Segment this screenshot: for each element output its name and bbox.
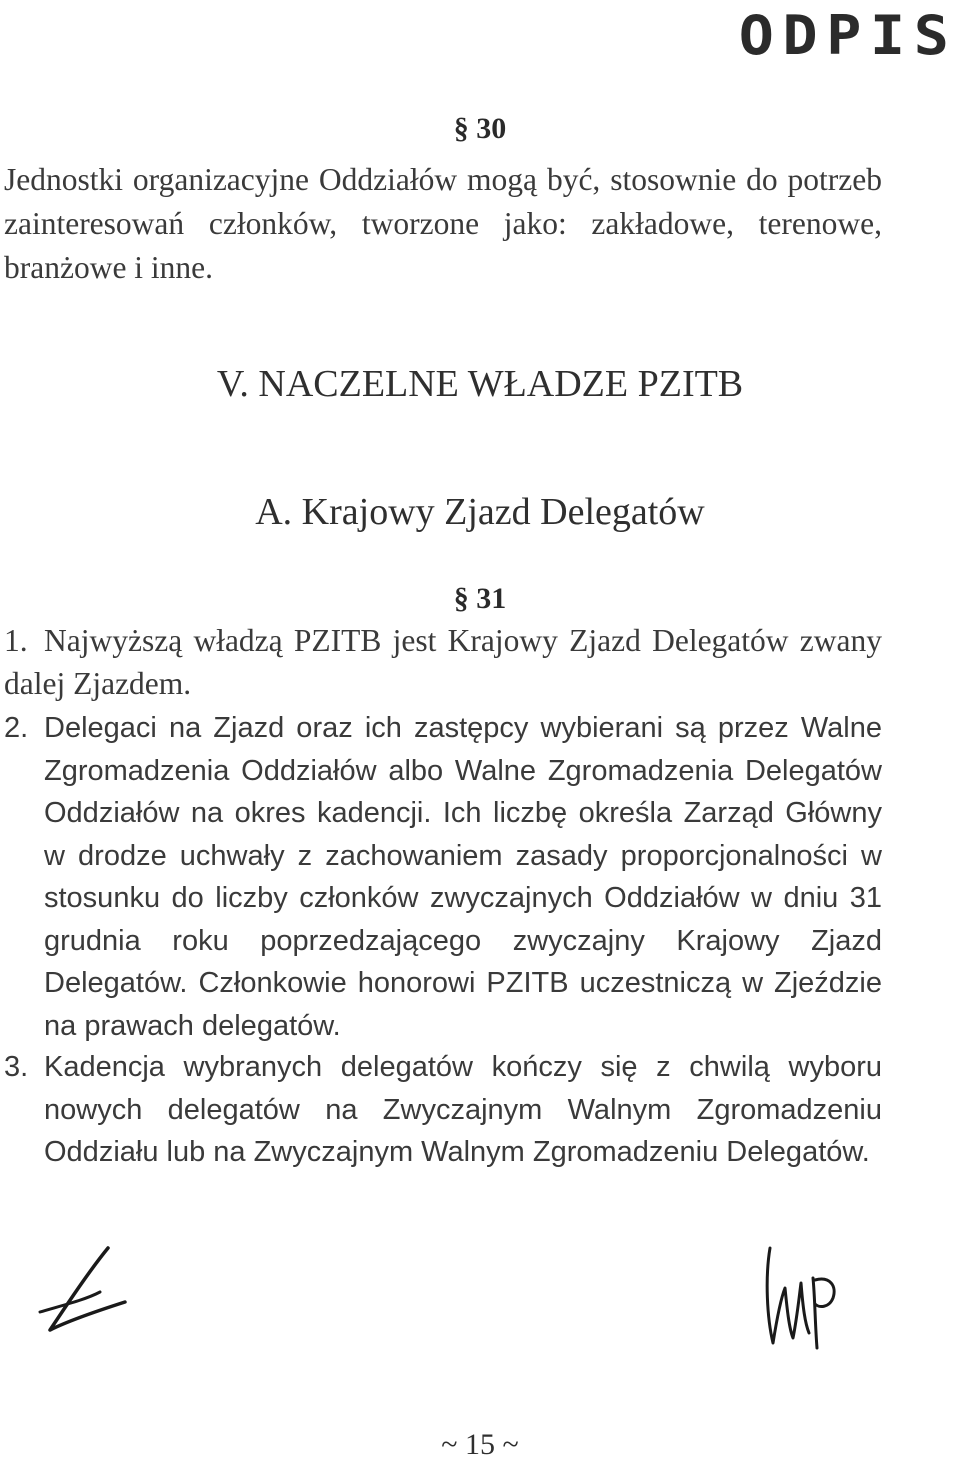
section-31-item-1: [4, 620, 882, 705]
page-number: ~ 15 ~: [441, 1428, 519, 1461]
subchapter-title: A. Krajowy Zjazd Delegatów: [255, 491, 705, 533]
section-31-title: § 31: [453, 582, 507, 615]
chapter-title: V. NACZELNE WŁADZE PZITB: [216, 363, 744, 405]
section-30-title: § 30: [453, 112, 507, 145]
item-text: Najwyższą władzą PZITB jest Krajowy Zjazd Delegatów zwany dalej Zjazdem.: [4, 623, 882, 701]
odpis-stamp: ODPIS: [739, 4, 958, 67]
item-number: 3.: [4, 1051, 29, 1083]
section-31-item-2: [4, 707, 882, 1047]
signature-left: [30, 1240, 140, 1350]
item-number: 1.: [4, 623, 28, 658]
item-text: Kadencja wybranych delegatów kończy się z chwilą wyboru nowych delegatów na Zwyczajnym Walnym Zgromadzeniu Oddziału lub na Zwyczajnym Walnym Zgromadzeniu Delegatów.: [44, 1051, 882, 1168]
section-31-item-3: [4, 1046, 882, 1174]
section-30-text: Jednostki organizacyjne Oddziałów mogą być, stosownie do potrzeb zainteresowań członków, tworzone jako: zakładowe, terenowe, branżowe i inne.: [4, 162, 882, 285]
signature-right: [755, 1238, 855, 1358]
item-text: Delegaci na Zjazd oraz ich zastępcy wybierani są przez Walne Zgromadzenia Oddziałów albo Walne Zgromadzenia Delegatów Oddziałów na okres kadencji. Ich liczbę określa Zarząd Główny w drodze uchwały z zachowaniem zasady proporcjonalności w stosunku do liczby członków zwyczajnych Oddziałów w dniu 31 grudnia roku poprzedzającego zwyczajny Krajowy Zjazd Delegatów. Członkowie honorowi PZITB uczestniczą w Zjeździe na prawach delegatów.: [44, 712, 882, 1042]
item-number: 2.: [4, 712, 29, 744]
